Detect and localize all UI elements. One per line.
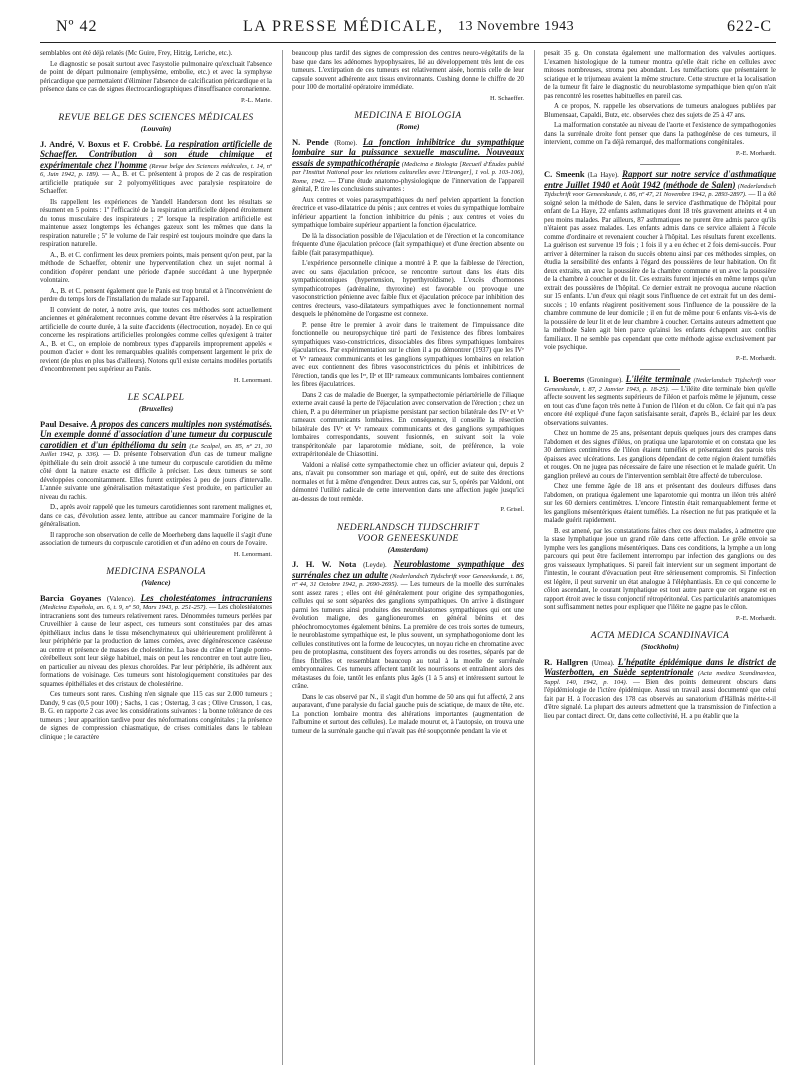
author-signature: P.-L. Marie. — [240, 96, 272, 104]
paragraph: Chez une femme âgée de 18 ans et présentant des douleurs diffuses dans l'abdomen, on pratiqua également une laparotomie qui montra un iléon très altéré sur les 60 derniers centimètres. L'encore l'intestin était remarquablement ferme et les ganglions mésentériques étaient tuméfiés. La résection ne fut pas pratiquée et la malade guérit rapidement. — [544, 483, 776, 524]
column-rule — [282, 50, 283, 1065]
journal-section-heading: REVUE BELGE DES SCIENCES MÉDICALES — [58, 113, 254, 123]
paragraph: L'expérience personnelle clinique a montré à P. que la faiblesse de l'érection, avec ou sans éjaculation précoce, se rencontre surtout dans les états dits sympathicotoniques (hypertension, hyperthyroïdisme). L'excès d'hormones sympathicotropes (adrénaline, thyroxine) est favorable ou provoque une vasoconstriction pénienne avec faible flux et éjaculation précoce par inhibition des centres érecteurs, vaso-dilatateurs sympathiques avec le fonctionnement normal desquels le phénomène de l'orgasme est connexe. — [292, 260, 524, 318]
paragraph: semblables ont été déjà relatés (Mc Guire, Frey, Hitzig, Leriche, etc.). — [40, 50, 233, 57]
paragraph: Le diagnostic se posait surtout avec l'asystolie pulmonaire qu'excluait l'absence de point de départ pulmonaire (emphysème, embolie, etc.) et avec la symphyse péricardique que permettaient d'éliminer l'absence de calcification péricardique et la présence dans ce cas de signes électrocardiographiques d'insuffisance coronarienne. — [40, 60, 272, 93]
abstract-title: Neuroblastome sympathique des surrénales chez un adulte — [292, 559, 524, 580]
journal-city: (Stockholm) — [641, 642, 679, 651]
journal-title: LA PRESSE MÉDICALE, — [243, 18, 444, 35]
abstract-title: La respiration artificielle de Schaeffer. Contribution à son étude chimique et expérimentale chez l'homme — [40, 138, 272, 170]
author-signature: P.-E. Morhardt. — [735, 614, 776, 622]
journal-city: (Bruxelles) — [138, 404, 174, 413]
abstract-author: J. André, V. Boxus et F. Crobbé. — [40, 138, 163, 149]
paragraph: La malformation constatée au niveau de l'aorte et l'existence de sympathogonies dans la surrénale droite font penser que dans la pathogénèse de ces tumeurs, il intervient, comme on l'a déjà remarqué, des malformations congénitales. — [544, 122, 776, 146]
journal-city: (Louvain) — [140, 124, 172, 133]
abstract-reference: (Medicina e Biologia [Recueil d'Études publié par l'Institut National pour les relations culturelles avec l'Etranger], 1 vol. p. 103-106), Rome, 1942. — [292, 160, 524, 185]
author-signature: H. Schaeffer. — [490, 94, 524, 102]
abstract-reference: (Medicina Española, an. 6, t. 9, nº 50, Mars 1943, p. 251-257). — [40, 604, 208, 611]
page-number: Nº 42 — [56, 18, 98, 35]
paragraph: A., B. et C. confirment les deux premiers points, mais pensent qu'on peut, par la méthode de Schaeffer, obtenir une hyperventilation chez un sujet normal à condition d'opérer pendant une période d'apnée succédant à une hyperpnée volontaire. — [40, 251, 272, 284]
paragraph: beaucoup plus tardif des signes de compression des centres neuro-végétatifs de la base que dans les adénomes hypophysaires, lié au développement très lent de ces tumeurs. L'extirpation de ces tumeurs est relativement aisée, hormis celle de leur capsule souvent adhérente aux tissus environnants. Cushing donne le chiffre de 20 pour 100 de mortalité opératoire immédiate. — [292, 50, 524, 91]
column-1 — [40, 50, 272, 1065]
abstract-text: — Les tumeurs de la moelle des surrénales sont assez rares ; elles ont été généralement pour origine des sympathogonies, cellules qui se sont séparées des ganglions sympathiques. On arrive à distinguer parmi les tumeurs ainsi produites des neuroblastomes sympathiques qui ont une évolution maligne, des ganglioneuromes en général bénins et des phéochromocytomes également bénins. La première de ces trois sortes de tumeurs, le neuroblastome sympathique est, le plus souvent, un symphathogoniome dont les cellules constitutives ont la forme de leucocytes, un noyau riche en chromatine avec peu de protoplasma, constituent des foyers arrondis ou des rosettes, séparés par de fines fibrilles et ressemblant beaucoup au total à la moelle de surrénale embryonnaires. Ces tumeurs affectent tantôt les nourrissons et entraînent alors des métastases du foie, tantôt les enfants plus âgés (1 à 5 ans) et intéressent surtout le crâne. — [292, 581, 524, 690]
journal-section-heading: NEDERLANDSCH TIJDSCHRIFT — [336, 522, 480, 533]
paragraph: Ces tumeurs sont rares. Cushing n'en signale que 115 cas sur 2.000 tumeurs ; Dandy, 9 cas (0,5 pour 100) ; Sachs, 1 cas ; Ostertag, 3 cas ; Olive Crusson, 1 cas, B. G. en rapporte 2 cas avec les considérations suivantes : la bonne tolérance de ces tumeurs ; leur apparition tardive pour des néoformations congénitales ; la présence de signes de compression chiasmatique, de crises comitiales dans le tableau clinique ; le caractère — [40, 691, 272, 741]
abstract-title: L'hépatite épidémique dans le district de Wasterbotten, en Suède septentrionale — [544, 656, 776, 677]
journal-section-heading: MEDICINA E BIOLOGIA — [354, 111, 462, 121]
column-rule — [534, 50, 535, 1065]
journal-city: (Amsterdam) — [387, 544, 429, 554]
abstract-entry — [292, 138, 524, 195]
paragraph: Il rapproche son observation de celle de Moerheberg dans laquelle il s'agit d'une association de tumeurs du corpuscule carotidien et d'un adéno en cours de l'ovaire. — [40, 531, 272, 547]
abstract-title: Les cholestéatomes intracraniens — [140, 592, 272, 603]
abstract-text: — Bien des points demeurent obscurs dans l'épidémiologie de l'ictère épidémique. Aussi un travail aussi documenté que celui fait par H. à l'occasion des 178 cas observés au sanatorium d'Hällnäs mérite-t-il d'être signalé. La plupart des auteurs admettent que la transmission de l'infection a lieu par contact direct. Or, dans cette collectivité, H. a pu établir que la — [544, 678, 776, 720]
journal-section-heading: ACTA MEDICA SCANDINAVICA — [590, 631, 730, 641]
paragraph: Il convient de noter, à notre avis, que toutes ces méthodes sont actuellement anciennes et généralement reconnues comme devant être réservées à la respiration artificielle de courte durée, à la suite d'accidents (électrocution, noyade). En ce qui concerne les respirations artificielles prolongées comme celles qu'exigent à traiter A., B. et C., on emploie de nombreux types d'appareils improprement appelés « poumon d'acier » dont les remarquables qualités compensent largement le prix de revient (de plus en plus bas d'ailleurs). Notons qu'il existe certains modèles portatifs d'encombrement peu supérieur au Panis. — [40, 306, 272, 373]
paragraph: D., après avoir rappelé que les tumeurs carotidiennes sont rarement malignes et, dans ce cas, d'évolution assez lente, attribue au cancer mammaire l'origine de la généralisation. — [40, 504, 272, 528]
abstract-text: — Il a été soigné selon la méthode de Salen, dans le service d'asthmatique de l'hôpital pour enfant de La Haye, 22 enfants asthmatiques dont 18 très gravement atteints et 4 un peu moins malades. Par ailleurs, 87 asthmatiques ne purent être admis parce qu'ils n'étaient pas assez malades. Les enfants admis dans ce service allaient à l'école comme d'ordinaire et revenaient coucher à l'hôpital. Les résultats furent excellents. La guérison est survenue 19 fois ; 1 fois il y a eu échec et 2 fois demi-succès. Pour arriver à déterminer la raison du succès obtenu ainsi par ces méthodes simples, on étudia la sensibilité des enfants à l'égard des poussières de leur habitation. On fit deux extraits, un avec la poussière de la chambre commune et un avec la poussière de la chambre à coucher et du lit. Ces extraits furent injectés en même temps qu'un extrait des poussières de l'hôpital. Ce dernier extrait ne provoqua aucune réaction sur 15 enfants. L'un d'eux qui réagit sous l'influence de cet extrait fut un des demi-succès ; 10 enfants réagirent positivement sous l'influence de la poussière de la chambre commune de leur domicile ; il en fut de même pour 6 enfants vis-à-vis de la poussière de leur lit et de leur chambre à coucher. Certains auteurs admettent que la méthode Salen agit bien parce qu'ainsi les enfants échappent aux conflits familiaux. Il ne semble pas cependant que cette méthode agisse exclusivement par voie psychique. — [544, 191, 776, 351]
abstract-author: J. H. W. Nota — [292, 559, 357, 569]
paragraph: A ce propos, N. rappelle les observations de tumeurs analogues publiées par Blumensaat, Capaldi, Butz, etc. observées chez des sujets de 25 à 47 ans. — [544, 103, 776, 119]
abstract-author-city: (Valence). — [106, 595, 135, 603]
newspaper-page — [40, 8, 776, 1068]
journal-city: (Rome) — [396, 122, 420, 131]
abstract-title: Rapport sur notre service d'asthmatique entre Juillet 1940 et Août 1942 (méthode de Salen) — [544, 169, 776, 190]
abstract-entry — [40, 594, 272, 690]
paragraph: A., B. et C. pensent également que le Panis est trop brutal et à l'inconvénient de perdre du temps lors de l'installation du malade sur l'appareil. — [40, 287, 272, 303]
author-signature: P.-E. Morhardt. — [735, 149, 776, 157]
author-signature: P.-E. Morhardt. — [735, 354, 776, 362]
abstract-title: L'iléite terminale — [625, 374, 691, 384]
paragraph: Chez un homme de 25 ans, présentant depuis quelques jours des crampes dans l'abdomen et des signes d'iléus, on pratiqua une laparotomie et on constata que les 30 derniers centimètres de l'iléon étaient tuméfiés et présentaient des parois très épaisses avec ulcérations. Les ganglions dépendant de cette région étaient tuméfiés et rouges. On ne jugea pas nécessaire de faire une résection et le malade guérit. Un ganglion prélevé au cours de l'intervention semblait être affecté de tuberculose. — [544, 430, 776, 480]
journal-section-heading: LE SCALPEL — [127, 393, 185, 403]
abstract-entry — [544, 658, 776, 722]
paragraph: De là la dissociation possible de l'éjaculation et de l'érection et la concomitance fréquente d'une éjaculation précoce (fait sympathique) et d'une érection absente ou faible (fait parasympathique). — [292, 232, 524, 257]
abstract-author: I. Boerems — [544, 374, 585, 384]
divider — [640, 164, 680, 165]
divider — [640, 369, 680, 370]
abstract-entry — [40, 420, 272, 503]
column-2 — [292, 50, 524, 1065]
paragraph: Ils rappellent les expériences de Yandell Handerson dont les résultats se résument en 5 points : 1º l'efficacité de la respiration artificielle dépend étroitement du tonus musculaire des inspirateurs ; 2º lorsque la respiration artificielle est maintenue assez longtemps les échanges gazeux sont les mêmes que dans la respiration naturelle ; 5º le volume de l'air respiré est toujours moindre que dans la respiration naturelle. — [40, 198, 272, 248]
abstract-entry — [40, 140, 272, 197]
paragraph: Valdoni a réalisé cette sympathectomie chez un officier aviateur qui, depuis 2 ans, n'avait pu consommer son mariage et qui, opéré, eut de suite des érections normales et fut à même d'engendrer. Deux autres cas, sur 5, opérés par Valdoni, ont démontré l'utilité radicale de cette intervention dans une affection jugée jusqu'ici au-dessus de tout remède. — [292, 461, 524, 503]
paragraph: Aux centres et voies parasympathiques du nerf pelvien appartient la fonction érectrice et vaso-dilatatrice du pénis ; aux centres et voies du sympathique lombaire inférieur appartient la fonction inhibitrice du pénis ; aux centres et voies du sympathique lombaire supérieur appartient la fonction éjaculatrice. — [292, 196, 524, 229]
abstract-reference: (Nederlandsch Tijdschrift voor Geneeskunde, t. 86, nº 47, 21 Novembre 1942, p. 2893-2897). — [544, 182, 776, 198]
journal-city: (Valence) — [141, 578, 171, 587]
page-header — [40, 8, 776, 43]
abstract-reference: (Acta medica Scandinavica, Suppl. 140, 1942, p. 104). — [544, 670, 776, 686]
abstract-text: — D'une étude anatomo-physiologique de l'innervation de l'appareil génital, P. tire les conclusions suivantes : — [292, 177, 524, 193]
paragraph: Dans 2 cas de maladie de Buerger, la sympathectomie périartérielle de l'iliaque externe avait causé la perte de l'éjaculation avec conservation de l'érection ; chez un chien, P. a pu déterminer un priapisme persistant par section bilatérale des IVᵉ et Vᵉ rameaux communicants lombaires. En conséquence, il conseille la résection bilatérale des IVᵉ et Vᵉ rameaux communicants et des ganglions sympathiques lombaires correspondants, souvent fusionnés, en suivant soit la voie transpéritonéale par laparotomie médiane, soit, de préférence, la voie extrapéritonéale de Chiasottini. — [292, 391, 524, 458]
author-signature: H. Lenormant. — [233, 376, 272, 384]
abstract-author: C. Smeenk — [544, 169, 585, 179]
abstract-reference: (Nederlandsch Tijdschrift voor Geneeskunde, t. 87, 2 Janvier 1943, p. 18-25). — [544, 377, 776, 393]
paragraph: P. pense être le premier à avoir dans le traitement de l'impuissance dite fonctionnelle ou neuropsychique tiré parti de l'existence des fibres lombaires sympathiques vaso-constrictrices, dissociables des fibres sympathiques lombaires éjaculatrices. Par expérimentation sur le chien il a pu démontrer (1937) que les IVᵉ et Vᵉ rameaux communicants et les ganglions sympathiques lombaires en relation avec eux contiennent des fibres vasoconstrictrices du pénis et inhibitrices de l'érection, tandis que les Iᵉʳ, IIᵉ et IIIᵉ rameaux communicants lombaires contiennent les fibres éjaculatrices. — [292, 321, 524, 388]
abstract-title: La fonction inhibitrice du sympathique lombaire sur la puissance sexuelle masculine. Nouveaux essais de sympathicothérapie — [292, 136, 524, 168]
abstract-entry — [544, 375, 776, 428]
abstract-reference: (Revue belge des Sciences médicales, t. 14, nº 6, Juin 1942, p. 189). — [40, 162, 272, 178]
abstract-author: R. Hallgren — [544, 656, 589, 667]
abstract-author-city: (Leyde). — [363, 562, 387, 569]
abstract-entry — [544, 170, 776, 353]
abstract-text: — D. présente l'observation d'un cas de tumeur maligne épithéliale du sein droit associé à une tumeur du corpuscule carotidien du même côté dont la nature exacte est difficile à préciser. Les deux tumeurs se sont développées concomitamment. Elles furent extirpées à peu de jours d'intervalle. L'année suivante une généralisation métastatique s'est produite, en particulier au niveau du rachis. — [40, 451, 272, 501]
abstract-author-city: (La Haye). — [587, 172, 619, 179]
abstract-author: Paul Desaive. — [40, 418, 89, 429]
paragraph: B. est amené, par les constatations faites chez ces deux malades, à admettre que la stase lymphatique joue un grand rôle dans cette affection. Le grêle envoie sa lymphe vers les ganglions mésentériques. Dans ces conditions, la lymphe a un long parcours qui peut être facilement interrompu par infection des ganglions ou des gros vaisseaux lymphatiques. Si pareil fait intervient sur un segment important de l'intestin, le courant d'évacuation peut être sérieusement compromis. Si l'infection est légère, il peut survenir un état analogue à l'éléphantiasis. En ce qui concerne le côlon ascendant, le courant lymphatique est tout autre parce que cet organe est en rapport étroit avec le tissu conjonctif rétropéritonéal. Ces particularités anatomiques sont suffisamment nettes pour expliquer que l'iléite ne gagne pas le côlon. — [544, 527, 776, 611]
author-signature: P. Grisel. — [500, 506, 524, 513]
journal-section-heading: VOOR GENEESKUNDE — [357, 533, 459, 544]
journal-section-heading: MEDICINA ESPANOLA — [106, 567, 206, 577]
abstract-author-city: (Groningue). — [587, 377, 623, 384]
column-3 — [544, 50, 776, 1065]
abstract-reference: (Nederlandsch Tijdschrift voor Geneeskunde, t. 86, nº 44, 31 Octobre 1942, p. 2690-2695). — [292, 572, 524, 588]
abstract-entry — [292, 560, 524, 692]
issue-date: 13 Novembre 1943 — [458, 19, 575, 34]
abstract-title: A propos des cancers multiples non systématisés. Un exemple donné d'association d'une tumeur du corpuscule carotidien et d'un épithélioma du sein — [40, 418, 272, 450]
abstract-author: Barcia Goyanes — [40, 592, 102, 603]
abstract-author-city: (Umea). — [591, 659, 615, 667]
columns — [40, 50, 776, 1065]
page-reference: 622-C — [727, 18, 772, 35]
abstract-reference: (Le Scalpel, an. 85, nº 21, 30 Juillet 1942, p. 336). — [40, 442, 272, 458]
paragraph: Dans le cas observé par N., il s'agit d'un homme de 50 ans qui fut affecté, 2 ans auparavant, d'une paralysie du facial gauche puis de sciatique, de maux de tête, etc. La ponction lombaire montra des altérations importantes (augmentation de l'albumine et surtout des cellules). Le malade mourut et, à l'autopsie, on trouva une tumeur de la surrénale gauche qui n'avait pas été soupçonnée pendant la vie et — [292, 693, 524, 735]
abstract-text: — L'iléite dite terminale bien qu'elle affecte souvent les segments supérieurs de l'iléon et parfois même le jéjunum, cesse en tout cas d'une façon très nette à l'union de l'iléon et du côlon. Ce fait qui n'a pas encore été expliqué d'une façon satisfaisante serait, d'après B., éclairé par les deux observations suivantes. — [544, 385, 776, 427]
abstract-text: — Les cholestéatomes intracraniens sont des tumeurs relativement rares. Dénommées tumeurs perlées par Cruveilhier à cause de leur aspect, ces tumeurs sont constituées par des amas épithéliaux inclus dans le tissu mésenchymateux qui ultérieurement prolifèrent à leur périphérie par la production de lames cornées, avec dégénérescence caséeuse au centre et présence de masses de cholestérine. La base du crâne et l'angle ponto-cérébelleux sont leur siège habituel, mais on peut les rencontrer en tout autre lieu, en particulier au niveau des plexus choroïdes. Par leur périphérie, ils adhèrent aux formations de voisinage. Ces tumeurs sont histologiquement constituées par des squames épithéliales et des cristaux de cholestérine. — [40, 604, 272, 688]
abstract-author-city: (Rome). — [334, 139, 358, 147]
abstract-author: N. Pende — [292, 136, 329, 147]
author-signature: H. Lenormant. — [233, 550, 272, 558]
paragraph: pesait 35 g. On constata également une malformation des valvules aortiques. L'examen histologique de la tumeur montra qu'elle était riche en cellules avec mitoses nombreuses, stroma peu abondant. Les tuméfactions que présentaient le sciatique et le trijumeau avaient la même structure. Cette structure et la localisation de la tumeur fit faire le diagnostic du neuroblastome sympathique bien qu'on n'ait pas rencontré les rosettes habituelles en pareil cas. — [544, 50, 776, 100]
abstract-text: — A., B. et C. présentent à propos de 2 cas de respiration artificielle pratiquée sur 2 polyomyélitiques avec paralysie respiratoire de Schaeffer. — [40, 171, 272, 195]
